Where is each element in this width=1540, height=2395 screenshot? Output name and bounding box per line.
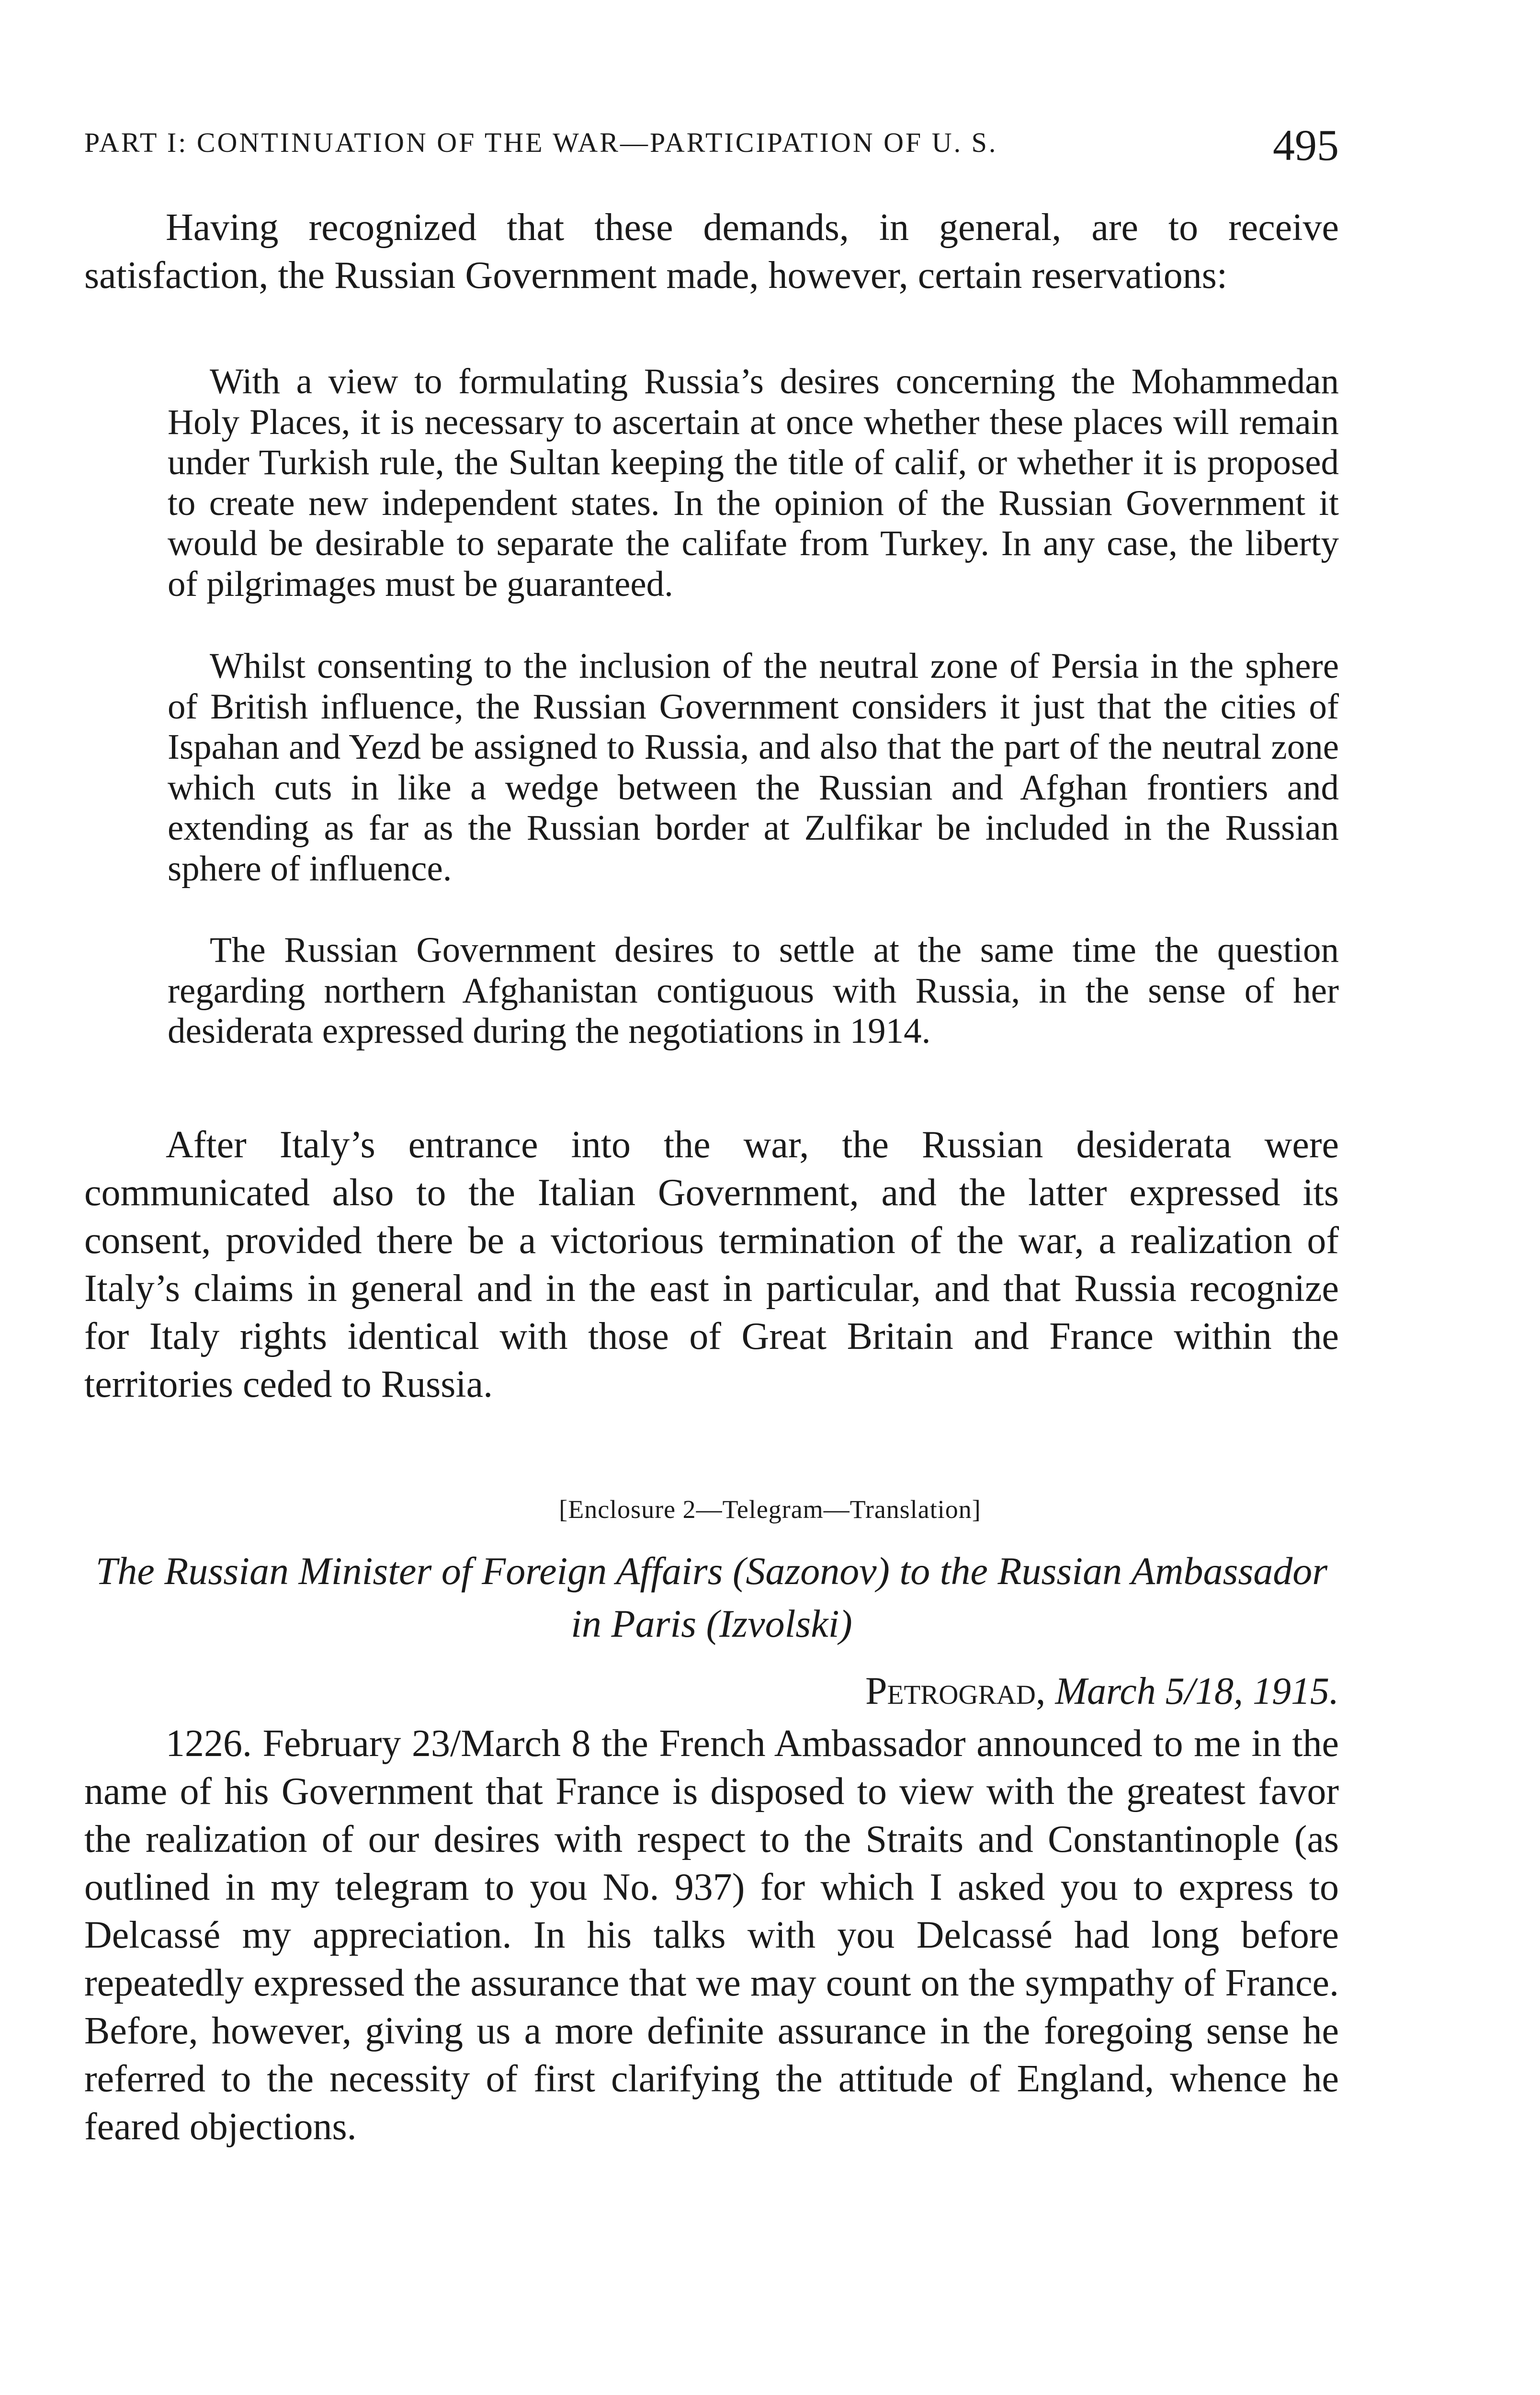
- quoted-reservation-holy-places: With a view to formulating Russia’s desires concerning the Mohammedan Holy Places, it is necessary to ascertain at once whether these places will remain under Turkish rule, the Sultan keeping the title of calif, or whether it is proposed to create new independent states. In the opinion of the Russian Government it would be desirable to separate the califate from Turkey. In any case, the liberty of pilgrimages must be guaranteed.: [168, 362, 1339, 604]
- dateline: [865, 1668, 1339, 1713]
- quoted-reservation-persia: Whilst consenting to the inclusion of the neutral zone of Persia in the sphere of British influence, the Russian Government considers it just that the cities of Ispahan and Yezd be assigned to Russia, and also that the part of the neutral zone which cuts in like a wedge between the Russian and Afghan frontiers and extending as far as the Russian border at Zulfikar be included in the Russian sphere of influence.: [168, 646, 1339, 889]
- quoted-reservation-afghanistan: The Russian Government desires to settle at the same time the question regarding northern Afghanistan contiguous with Russia, in the sense of her desiderata expressed during the negotiations in 1914.: [168, 930, 1339, 1051]
- dateline-place: Petrograd,: [865, 1669, 1046, 1712]
- page-number: 495: [1273, 121, 1339, 170]
- telegram-paragraph: 1226. February 23/March 8 the French Ambassador announced to me in the name of his Government that France is disposed to view with the greatest favor the realization of our desires with respect to the Straits and Constantinople (as outlined in my telegram to you No. 937) for which I asked you to express to Delcassé my appreciation. In his talks with you Delcassé had long before repeatedly expressed the assurance that we may count on the sympathy of France. Before, however, giving us a more definite assurance in the foregoing sense he referred to the necessity of first clarifying the attitude of England, whence he feared objections.: [84, 1722, 1339, 2148]
- running-head: [84, 120, 1339, 177]
- document-title: The Russian Minister of Foreign Affairs (Sazonov) to the Russian Ambassador in Paris (Izvolski): [95, 1549, 1328, 1645]
- dateline-date: March 5/18, 1915.: [1055, 1670, 1339, 1712]
- running-title: PART I: CONTINUATION OF THE WAR—PARTICIPATION OF U. S.: [84, 127, 998, 158]
- intro-paragraph: Having recognized that these demands, in general, are to receive satisfaction, the Russian Government made, however, certain reservations:: [84, 206, 1339, 297]
- enclosure-label: [Enclosure 2—Telegram—Translation]: [559, 1495, 981, 1524]
- italy-paragraph: After Italy’s entrance into the war, the Russian desiderata were communicated also to the Italian Government, and the latter expressed its consent, provided there be a victorious termination of the war, a realization of Italy’s claims in general and in the east in particular, and that Russia recognize for Italy rights identical with those of Great Britain and France within the territories ceded to Russia.: [84, 1124, 1339, 1405]
